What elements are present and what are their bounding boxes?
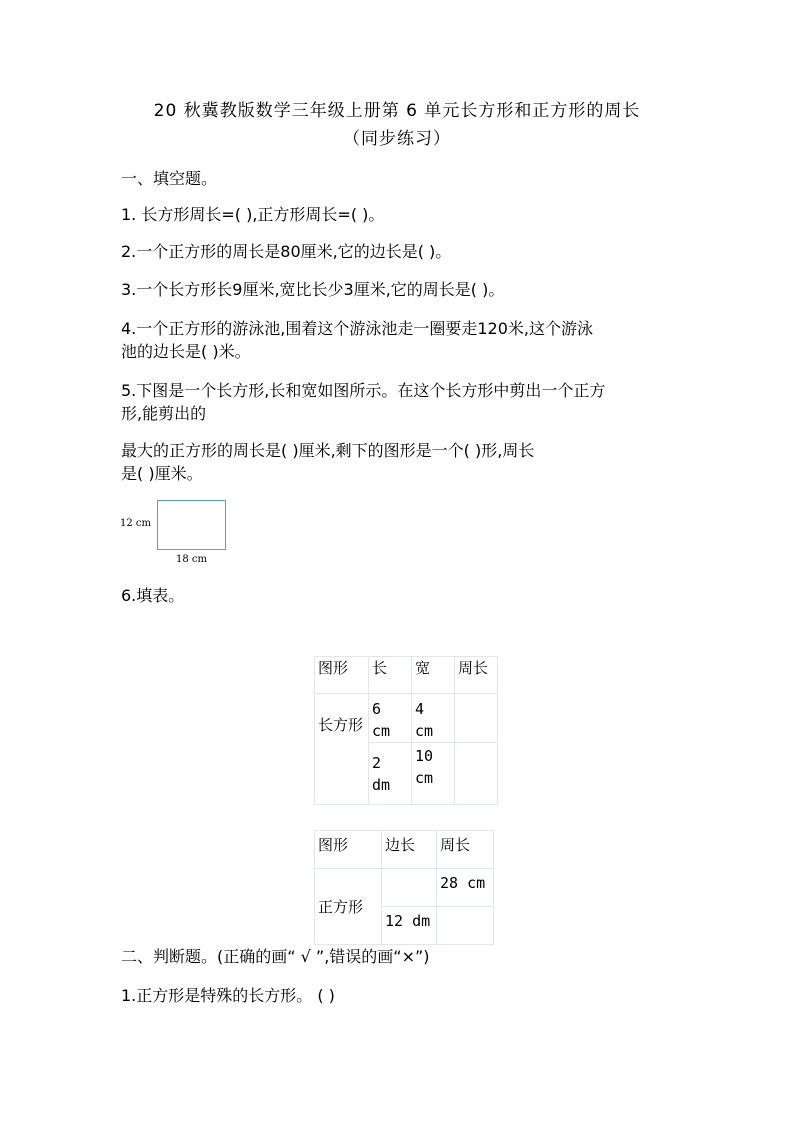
table-cell: 4 cm — [412, 694, 455, 743]
question-2: 2.一个正方形的周长是80厘米,它的边长是( )。 — [121, 242, 452, 261]
table-header: 周长 — [455, 657, 498, 694]
question-5-line3: 最大的正方形的周长是( )厘米,剩下的图形是一个( )形,周长 — [121, 441, 535, 460]
question-4-line2: 池的边长是( )米。 — [121, 342, 251, 361]
answer-cell[interactable] — [382, 869, 437, 907]
judge-question-1: 1.正方形是特殊的长方形。 ( ) — [121, 986, 335, 1005]
shape-cell: 正方形 — [315, 869, 382, 945]
table-header: 边长 — [382, 831, 437, 869]
table-header: 图形 — [315, 831, 382, 869]
question-5-line4: 是( )厘米。 — [121, 464, 203, 483]
table-cell: 12 dm — [382, 907, 437, 945]
answer-cell[interactable] — [455, 743, 498, 805]
table-cell: 6 cm — [369, 694, 412, 743]
figure-width-label: 12 cm — [120, 518, 151, 529]
figure-length-label: 18 cm — [176, 554, 207, 565]
rectangle-table — [314, 656, 498, 805]
question-5-line2: 形,能剪出的 — [121, 404, 207, 423]
table-cell: 28 cm — [437, 869, 494, 907]
section2-heading: 二、判断题。(正确的画“ √ ”,错误的画“×”) — [121, 947, 430, 966]
table-header: 长 — [369, 657, 412, 694]
section1-heading: 一、填空题。 — [121, 169, 218, 188]
answer-cell[interactable] — [437, 907, 494, 945]
table-header: 周长 — [437, 831, 494, 869]
question-5-line1: 5.下图是一个长方形,长和宽如图所示。在这个长方形中剪出一个正方 — [121, 381, 606, 400]
question-3: 3.一个长方形长9厘米,宽比长少3厘米,它的周长是( )。 — [121, 280, 505, 299]
table-cell: 10 cm — [412, 743, 455, 805]
question-4-line1: 4.一个正方形的游泳池,围着这个游泳池走一圈要走120米,这个游泳 — [121, 319, 593, 338]
table-header: 宽 — [412, 657, 455, 694]
document-title: 20 秋冀教版数学三年级上册第 6 单元长方形和正方形的周长 — [153, 101, 641, 121]
question-6: 6.填表。 — [121, 586, 185, 605]
question-1: 1. 长方形周长=( ),正方形周长=( )。 — [121, 205, 385, 224]
square-table — [314, 830, 494, 945]
answer-cell[interactable] — [455, 694, 498, 743]
shape-cell: 长方形 — [315, 694, 369, 805]
table-header: 图形 — [315, 657, 369, 694]
document-subtitle: （同步练习） — [343, 129, 451, 149]
table-cell: 2 dm — [369, 743, 412, 805]
rectangle-figure — [157, 500, 226, 550]
